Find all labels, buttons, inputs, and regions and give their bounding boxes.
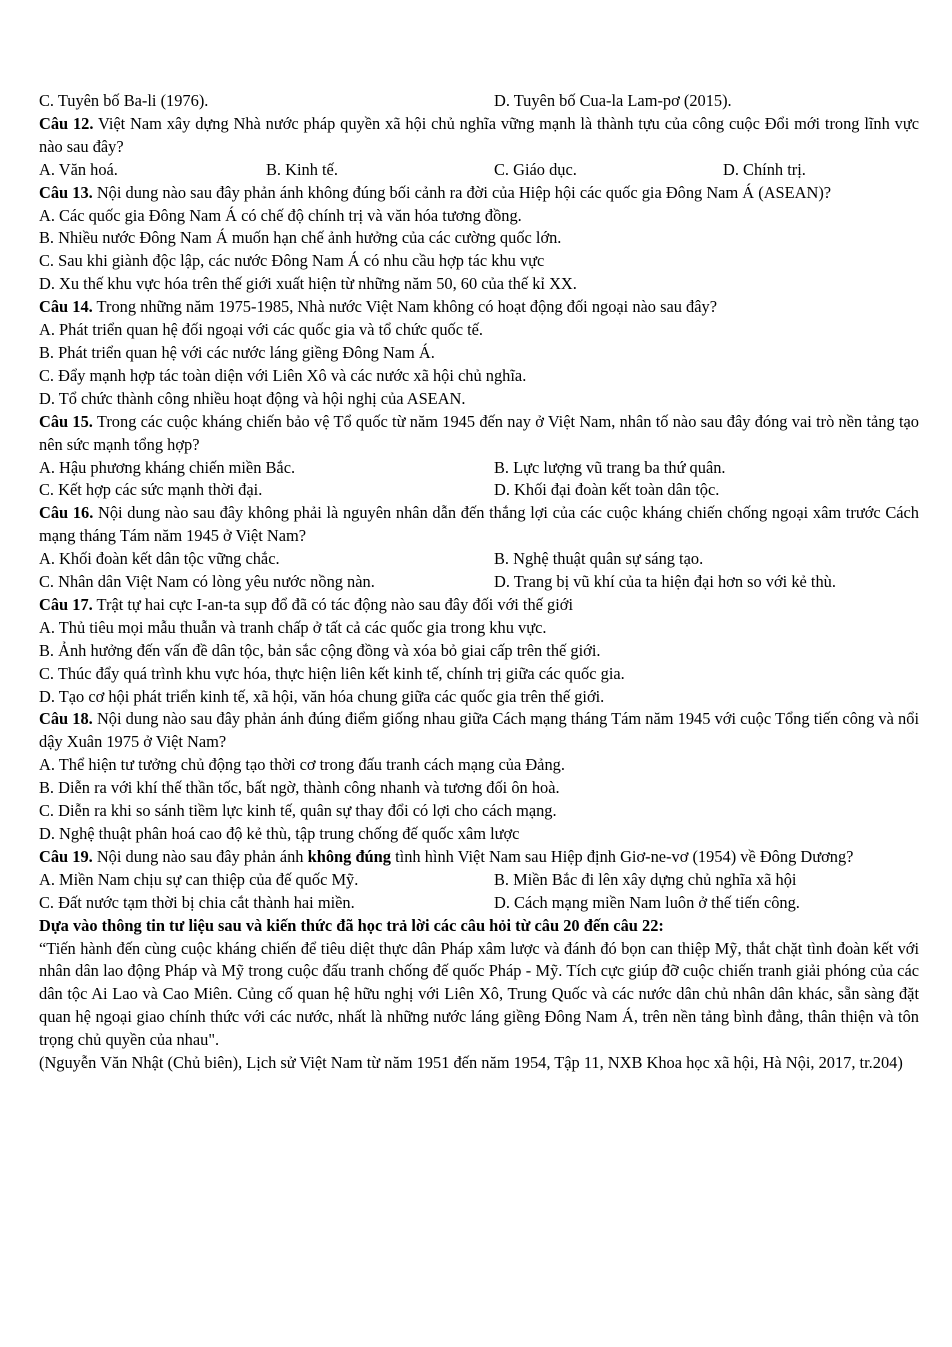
q14-option-a: A. Phát triển quan hệ đối ngoại với các quốc gia và tổ chức quốc tế. [39, 320, 484, 340]
q12-option-c: C. Giáo dục. [494, 159, 577, 179]
question-12-number: Câu 12. [39, 113, 94, 133]
q18-option-d: D. Nghệ thuật phân hoá cao độ kẻ thù, tập trung chống đế quốc xâm lược [39, 824, 520, 843]
q14-option-d: D. Tổ chức thành công nhiều hoạt động và hội nghị của ASEAN. [39, 388, 466, 408]
q18-option-b: B. Diễn ra với khí thế thần tốc, bất ngờ, thành công nhanh và tương đối ôn hoà. [39, 778, 560, 798]
q11-option-d: D. Tuyên bố Cua-la Lam-pơ (2015). [494, 91, 732, 110]
q15-option-a: A. Hậu phương kháng chiến miền Bắc. [39, 457, 296, 477]
q18-option-a: A. Thể hiện tư tưởng chủ động tạo thời cơ trong đấu tranh cách mạng của Đảng. [39, 755, 565, 775]
q17-option-b: B. Ảnh hưởng đến vấn đề dân tộc, bản sắc cộng đồng và xóa bỏ giai cấp trên thế giới. [39, 640, 601, 660]
passage-quote: “Tiến hành đến cùng cuộc kháng chiến để tiêu diệt thực dân Pháp xâm lược và đánh đó bọn can thiệp Mỹ, thắt chặt tình đoàn kết với nhân dân lao động Pháp và Mỹ trong cuộc đấu tranh chống đế quốc Pháp - Mỹ. Tích cực giúp đỡ cuộc chiến tranh giải phóng của các dân tộc Ai Lao và Cao Miên. Củng cố quan hệ hữu nghị với Liên Xô, Trung Quốc và các nước dân chủ nhân dân khác, sẵn sàng đặt quan hệ ngoại giao chính thức với các nước, nhất là những nước láng giềng Đông Nam Á, trên nền tảng bình đẳng, thân thiện và tôn trọng chủ quyền của nhau". [39, 938, 919, 1050]
question-17-text: Trật tự hai cực I-an-ta sụp đổ đã có tác động nào sau đây đối với thế giới [96, 594, 574, 614]
question-13-text: Nội dung nào sau đây phản ánh không đúng bối cảnh ra đời của Hiệp hội các quốc gia Đông Nam Á (ASEAN)? [96, 182, 832, 202]
question-13 [39, 182, 919, 205]
q11-options-cd [39, 90, 919, 113]
question-16-text: Nội dung nào sau đây không phải là nguyên nhân dẫn đến thắng lợi của các cuộc kháng chiến chống ngoại xâm trước Cách mạng tháng Tám năm 1945 ở Việt Nam? [39, 503, 920, 546]
passage-heading [39, 915, 919, 938]
question-12-text: Việt Nam xây dựng Nhà nước pháp quyền xã hội chủ nghĩa vững mạnh là thành tựu của công cuộc Đổi mới trong lĩnh vực nào sau đây? [39, 113, 919, 156]
passage-heading-text: Dựa vào thông tin tư liệu sau và kiến thức đã học trả lời các câu hỏi từ câu 20 đến câu 22: [39, 915, 664, 935]
question-17-number: Câu 17. [39, 594, 93, 614]
question-18-text: Nội dung nào sau đây phản ánh đúng điểm giống nhau giữa Cách mạng tháng Tám năm 1945 với cuộc Tổng tiến công và nổi dậy Xuân 1975 ở Việt Nam? [39, 709, 920, 752]
q13-option-c: C. Sau khi giành độc lập, các nước Đông Nam Á có nhu cầu hợp tác khu vực [39, 251, 545, 271]
question-19-number: Câu 19. [39, 846, 93, 866]
question-15-number: Câu 15. [39, 411, 93, 431]
q12-options [39, 159, 919, 182]
q15-option-d: D. Khối đại đoàn kết toàn dân tộc. [494, 480, 720, 500]
q17-option-c: C. Thúc đẩy quá trình khu vực hóa, thực hiện liên kết kinh tế, chính trị giữa các quốc gia. [39, 663, 625, 683]
q15-option-c: C. Kết hợp các sức mạnh thời đại. [39, 480, 263, 500]
question-13-number: Câu 13. [39, 182, 93, 202]
question-15 [39, 411, 919, 457]
q16-option-b: B. Nghệ thuật quân sự sáng tạo. [494, 549, 704, 569]
q13-option-a: A. Các quốc gia Đông Nam Á có chế độ chính trị và văn hóa tương đồng. [39, 205, 522, 225]
q15-options-cd [39, 479, 919, 502]
q12-option-b: B. Kinh tế. [266, 159, 338, 179]
q19-option-b: B. Miền Bắc đi lên xây dựng chủ nghĩa xã hội [494, 869, 797, 889]
q15-options-ab [39, 457, 919, 480]
q18-option-c: C. Diễn ra khi so sánh tiềm lực kinh tế, quân sự thay đổi có lợi cho cách mạng. [39, 801, 557, 821]
question-14 [39, 296, 919, 319]
q11-option-c: C. Tuyên bố Ba-li (1976). [39, 91, 209, 110]
question-19-text-after: tình hình Việt Nam sau Hiệp định Giơ-ne-vơ (1954) về Đông Dương? [391, 846, 854, 866]
q17-option-d: D. Tạo cơ hội phát triển kinh tế, xã hội, văn hóa chung giữa các quốc gia trên thế giới. [39, 686, 605, 706]
q12-option-d: D. Chính trị. [723, 159, 806, 179]
q13-option-b: B. Nhiều nước Đông Nam Á muốn hạn chế ảnh hưởng của các cường quốc lớn. [39, 228, 562, 248]
question-12 [39, 113, 919, 159]
question-14-text: Trong những năm 1975-1985, Nhà nước Việt Nam không có hoạt động đối ngoại nào sau đây? [96, 297, 717, 317]
q12-option-a: A. Văn hoá. [39, 159, 118, 179]
exam-page [39, 90, 919, 1075]
q19-option-c: C. Đất nước tạm thời bị chia cắt thành hai miền. [39, 892, 355, 912]
q14-option-c: C. Đẩy mạnh hợp tác toàn diện với Liên Xô và các nước xã hội chủ nghĩa. [39, 365, 527, 385]
passage-source: (Nguyễn Văn Nhật (Chủ biên), Lịch sử Việt Nam từ năm 1951 đến năm 1954, Tập 11, NXB Khoa học xã hội, Hà Nội, 2017, tr.204) [39, 1053, 903, 1073]
q14-option-b: B. Phát triển quan hệ với các nước láng giềng Đông Nam Á. [39, 342, 435, 362]
q17-option-a: A. Thủ tiêu mọi mẫu thuẫn và tranh chấp ở tất cả các quốc gia trong khu vực. [39, 617, 547, 637]
q13-option-d: D. Xu thế khu vực hóa trên thế giới xuất hiện từ những năm 50, 60 của thế kỉ XX. [39, 274, 577, 294]
question-16-number: Câu 16. [39, 503, 94, 523]
question-17 [39, 594, 919, 617]
q16-option-d: D. Trang bị vũ khí của ta hiện đại hơn so với kẻ thù. [494, 572, 836, 592]
q16-options-cd [39, 571, 919, 594]
q15-option-b: B. Lực lượng vũ trang ba thứ quân. [494, 457, 726, 477]
question-14-number: Câu 14. [39, 297, 93, 317]
q19-option-a: A. Miền Nam chịu sự can thiệp của đế quốc Mỹ. [39, 869, 359, 889]
question-15-text: Trong các cuộc kháng chiến bảo vệ Tổ quốc từ năm 1945 đến nay ở Việt Nam, nhân tố nào sau đây đóng vai trò nền tảng tạo nên sức mạnh tổng hợp? [39, 411, 920, 454]
question-18 [39, 708, 919, 754]
q16-option-a: A. Khối đoàn kết dân tộc vững chắc. [39, 549, 280, 569]
question-18-number: Câu 18. [39, 709, 93, 729]
q19-options-cd [39, 892, 919, 915]
question-19-text-before: Nội dung nào sau đây phản ánh [96, 846, 308, 866]
q19-option-d: D. Cách mạng miền Nam luôn ở thế tiến công. [494, 892, 800, 912]
question-19-text-bold: không đúng [307, 846, 391, 866]
question-16 [39, 502, 919, 548]
q16-options-ab [39, 548, 919, 571]
q19-options-ab [39, 869, 919, 892]
q16-option-c: C. Nhân dân Việt Nam có lòng yêu nước nồng nàn. [39, 572, 375, 592]
question-19 [39, 846, 919, 869]
